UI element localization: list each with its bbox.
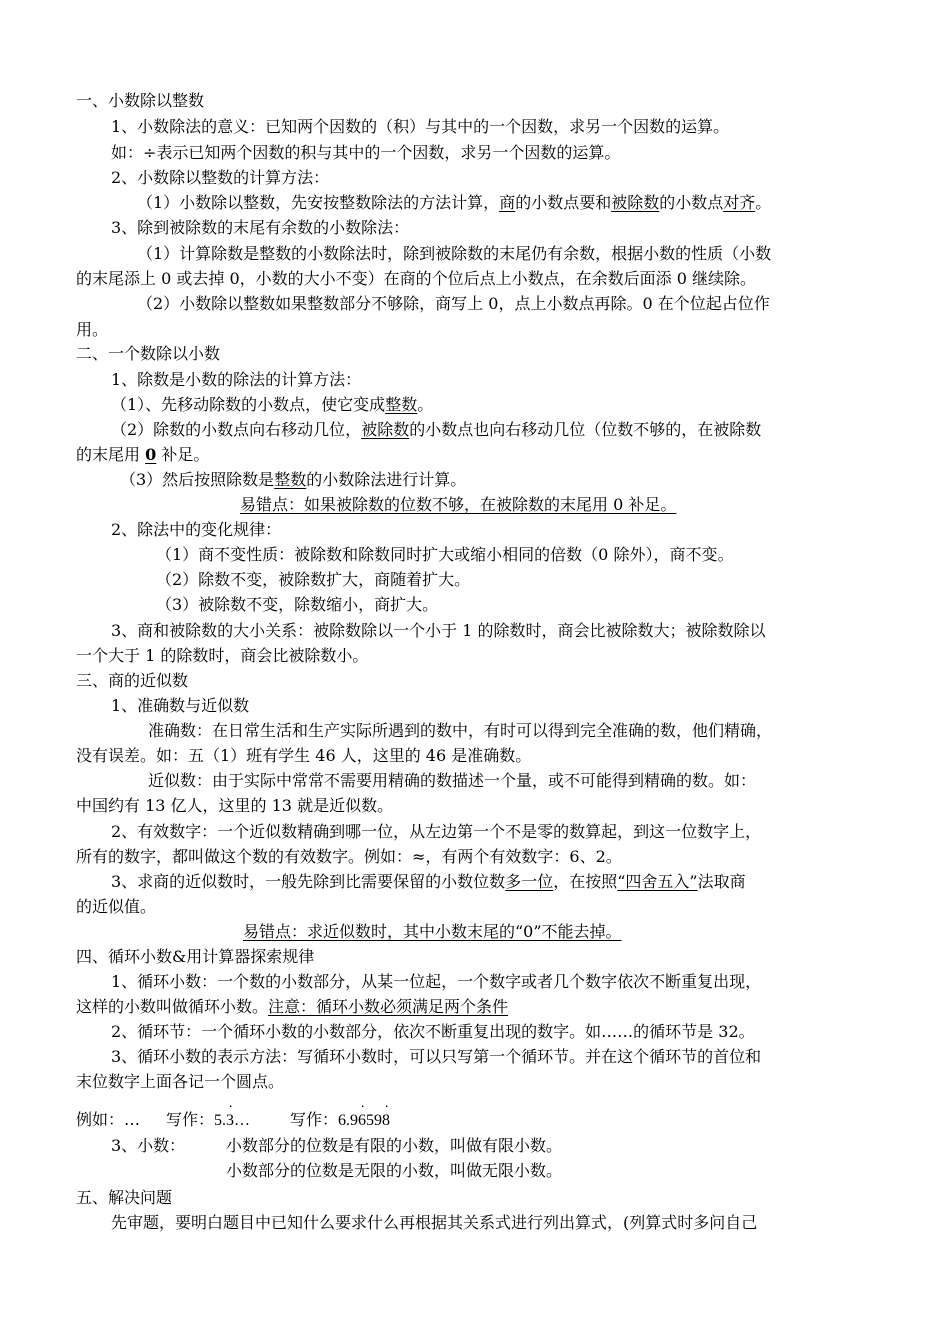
s4-p1-line1: 1、循环小数：一个数的小数部分，从某一位起，一个数字或者几个数字依次不断重复出现， [111, 972, 762, 991]
s4-p2: 2、循环节：一个循环小数的小数部分，依次不断重复出现的数字。如……的循环节是 32。 [111, 1022, 755, 1041]
s1-p3a-line1: （1）计算除数是整数的小数除法时，除到被除数的末尾仍有余数，根据小数的性质（小数 [137, 244, 772, 263]
section-3-title: 三、商的近似数 [76, 671, 189, 690]
example-write-label-1: 写作： [166, 1110, 215, 1129]
example-value-1 [214, 1112, 250, 1129]
s2-p3-line2: 一个大于 1 的除数时，商会比被除数小。 [76, 646, 369, 665]
s1-p1: 1、小数除法的意义：已知两个因数的（积）与其中的一个因数，求另一个因数的运算。 [111, 117, 730, 136]
underlined-text: 被除数 [611, 193, 660, 212]
s1-p1b: 如：÷表示已知两个因数的积与其中的一个因数，求另一个因数的运算。 [111, 143, 621, 162]
s3-p1a-line1: 准确数：在日常生活和生产实际所遇到的数中，有时可以得到完全准确的数，他们精确， [148, 721, 773, 740]
s3-p2-line2: 所有的数字，都叫做这个数的有效数字。例如：≈，有两个有效数字：6、2。 [76, 847, 622, 866]
underlined-text: “四舍五入” [617, 872, 698, 891]
text: （1）、先移动除数的小数点，使它变成 [111, 395, 386, 414]
text: 的小数点 [659, 193, 724, 212]
underlined-text: 被除数 [361, 420, 410, 439]
s1-p3: 3、除到被除数的末尾有余数的小数除法： [111, 218, 410, 237]
s2-p2a: （1）商不变性质：被除数和除数同时扩大或缩小相同的倍数（0 除外），商不变。 [156, 545, 734, 564]
section-2-title: 二、一个数除以小数 [76, 344, 221, 363]
text: 3、求商的近似数时，一般先除到比需要保留的小数位数 [111, 872, 506, 891]
s5-p1: 先审题，要明白题目中已知什么要求什么再根据其关系式进行列出算式，(列算式时多问自己 [111, 1213, 758, 1232]
text: 法取商 [697, 872, 746, 891]
underlined-text: 0 [145, 445, 157, 464]
s2-p1b-line1 [111, 420, 761, 440]
s2-p1a [111, 395, 433, 415]
repeating-digit: ˙ 3 [226, 1112, 234, 1129]
s4-p3-line2: 末位数字上面各记一个圆点。 [76, 1072, 285, 1091]
s3-p2-line1: 2、有效数字：一个近似数精确到哪一位，从左边第一个不是零的数算起，到这一位数字上， [111, 822, 762, 841]
text: 的小数点也向右移动几位（位数不够的，在被除数 [409, 420, 762, 439]
example-row [76, 1110, 390, 1131]
text: 补足。 [156, 445, 210, 464]
s2-p2b: （2）除数不变，被除数扩大，商随着扩大。 [156, 570, 471, 589]
s3-p1: 1、准确数与近似数 [111, 696, 250, 715]
text: 的小数点要和 [515, 193, 612, 212]
s2-note: 易错点：如果被除数的位数不够，在被除数的末尾用 0 补足。 [240, 495, 677, 514]
example-write-label-2: 写作： [290, 1110, 339, 1129]
s4-p4-head: 3、小数： [111, 1136, 186, 1155]
s2-p3-line1: 3、商和被除数的大小关系：被除数除以一个小于 1 的除数时，商会比被除数大；被除数除以 [111, 621, 766, 640]
text: （1）小数除以整数，先安按整数除法的方法计算， [137, 193, 500, 212]
s1-p3b-line2: 用。 [76, 320, 109, 339]
section-1-title: 一、小数除以整数 [76, 91, 205, 110]
s3-p3-line1 [111, 872, 746, 892]
s1-p3b-line1: （2）小数除以整数如果整数部分不够除，商写上 0，点上小数点再除。0 在个位起占位作 [137, 294, 770, 313]
text: 这样的小数叫做循环小数。 [76, 997, 269, 1016]
text: 的末尾用 [76, 445, 146, 464]
s2-p1: 1、除数是小数的除法的计算方法： [111, 370, 362, 389]
repeating-digit-end: ˙ 8 [382, 1112, 390, 1129]
section-5-title: 五、解决问题 [76, 1188, 173, 1207]
s1-p3a-line2: 的末尾添上 0 或去掉 0，小数的大小不变）在商的个位后点上小数点，在余数后面添 0 继续除。 [76, 269, 756, 288]
s2-p2c: （3）被除数不变，除数缩小，商扩大。 [156, 595, 439, 614]
s4-p4-b: 小数部分的位数是无限的小数，叫做无限小数。 [226, 1161, 563, 1180]
s3-p1b-line2: 中国约有 13 亿人，这里的 13 就是近似数。 [76, 796, 394, 815]
s4-p1-line2 [76, 997, 508, 1017]
s2-p1c [120, 470, 466, 490]
underlined-text: 商 [499, 193, 516, 212]
s3-p1a-line2: 没有误差。如：五（1）班有学生 46 人，这里的 46 是准确数。 [76, 746, 532, 765]
text: （3）然后按照除数是 [120, 470, 275, 489]
underlined-text: 对齐 [723, 193, 756, 212]
example-label: 例如：… [76, 1110, 141, 1129]
s4-p4-a: 小数部分的位数是有限的小数，叫做有限小数。 [226, 1136, 563, 1155]
example-value-2 [338, 1112, 390, 1129]
digits: 59 [366, 1112, 383, 1129]
s2-p1b-line2 [76, 445, 209, 465]
section-4-title: 四、循环小数&用计算器探索规律 [76, 947, 315, 966]
s1-p2a [137, 193, 771, 213]
digits: 6.9 [338, 1112, 359, 1129]
text: 。 [417, 395, 434, 414]
s3-note: 易错点：求近似数时，其中小数末尾的“0”不能去掉。 [243, 922, 622, 941]
text: 的小数除法进行计算。 [306, 470, 467, 489]
text: ，在按照 [553, 872, 618, 891]
underlined-text: 多一位 [505, 872, 554, 891]
s3-p1b-line1: 近似数：由于实际中常常不需要用精确的数描述一个量，或不可能得到精确的数。如： [148, 771, 757, 790]
underlined-text: 注意：循环小数必须满足两个条件 [268, 997, 509, 1016]
digits: 5. [214, 1112, 227, 1129]
repeating-digit-start: ˙ 6 [358, 1112, 366, 1129]
ellipsis: … [234, 1112, 251, 1129]
text: （2）除数的小数点向右移动几位， [111, 420, 362, 439]
underlined-text: 整数 [385, 395, 418, 414]
text: 。 [755, 193, 772, 212]
underlined-text: 整数 [274, 470, 307, 489]
s4-p3-line1: 3、循环小数的表示方法：写循环小数时，可以只写第一个循环节。并在这个循环节的首位和 [111, 1047, 762, 1066]
s2-p2: 2、除法中的变化规律： [111, 520, 282, 539]
s3-p3-line2: 的近似值。 [76, 897, 157, 916]
s1-p2: 2、小数除以整数的计算方法： [111, 168, 330, 187]
